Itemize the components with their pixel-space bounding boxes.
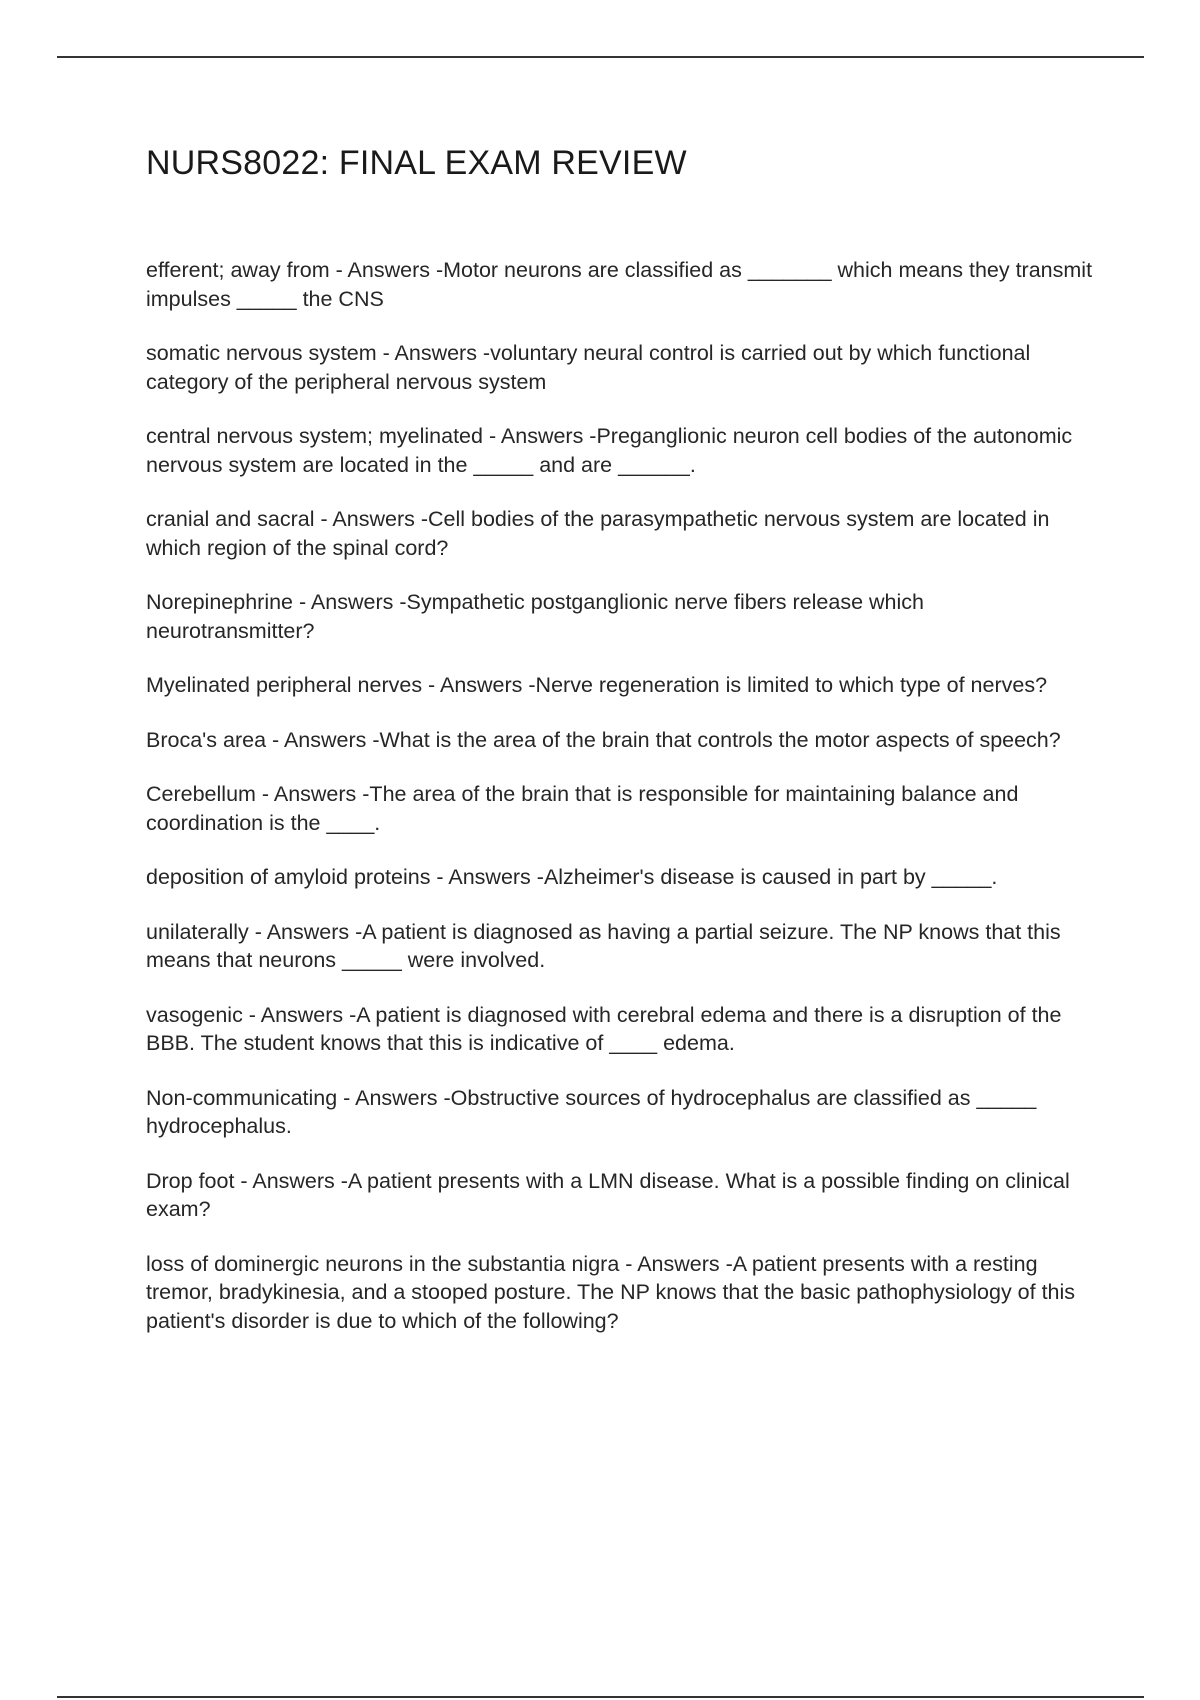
qa-item: Drop foot - Answers -A patient presents with a LMN disease. What is a possible finding on clinical exam?	[146, 1168, 1070, 1221]
qa-list	[146, 256, 1096, 1361]
qa-item: Non-communicating - Answers -Obstructive sources of hydrocephalus are classified as _____ hydrocephalus.	[146, 1085, 1037, 1138]
document-title: NURS8022: FINAL EXAM REVIEW	[146, 144, 687, 182]
qa-item: central nervous system; myelinated - Answers -Preganglionic neuron cell bodies of the autonomic nervous system are located in the _____ and are ______.	[146, 424, 1073, 477]
qa-item: Broca's area - Answers -What is the area of the brain that controls the motor aspects of speech?	[146, 727, 1061, 752]
bottom-rule	[57, 1696, 1144, 1698]
qa-item: Norepinephrine - Answers -Sympathetic postganglionic nerve fibers release which neurotransmitter?	[146, 590, 924, 643]
qa-item: efferent; away from - Answers -Motor neurons are classified as _______ which means they transmit impulses _____ the CNS	[146, 258, 1093, 311]
qa-item: unilaterally - Answers -A patient is diagnosed as having a partial seizure. The NP knows that this means that neurons _____ were involved.	[146, 919, 1061, 972]
qa-item: cranial and sacral - Answers -Cell bodies of the parasympathetic nervous system are located in which region of the spinal cord?	[146, 507, 1050, 560]
qa-item: Myelinated peripheral nerves - Answers -Nerve regeneration is limited to which type of nerves?	[146, 673, 1048, 697]
qa-item: deposition of amyloid proteins - Answers -Alzheimer's disease is caused in part by _____.	[146, 865, 998, 889]
qa-item: loss of dominergic neurons in the substantia nigra - Answers -A patient presents with a resting tremor, bradykinesia, and a stooped posture. The NP knows that the basic pathophysiology of this patient's disorder is due to which of the following?	[146, 1251, 1076, 1333]
qa-item: Cerebellum - Answers -The area of the brain that is responsible for maintaining balance and coordination is the ____.	[146, 782, 1019, 835]
qa-item: somatic nervous system - Answers -voluntary neural control is carried out by which functional category of the peripheral nervous system	[146, 341, 1031, 394]
top-rule	[57, 56, 1144, 58]
qa-item: vasogenic - Answers -A patient is diagnosed with cerebral edema and there is a disruption of the BBB. The student knows that this is indicative of ____ edema.	[146, 1002, 1062, 1055]
